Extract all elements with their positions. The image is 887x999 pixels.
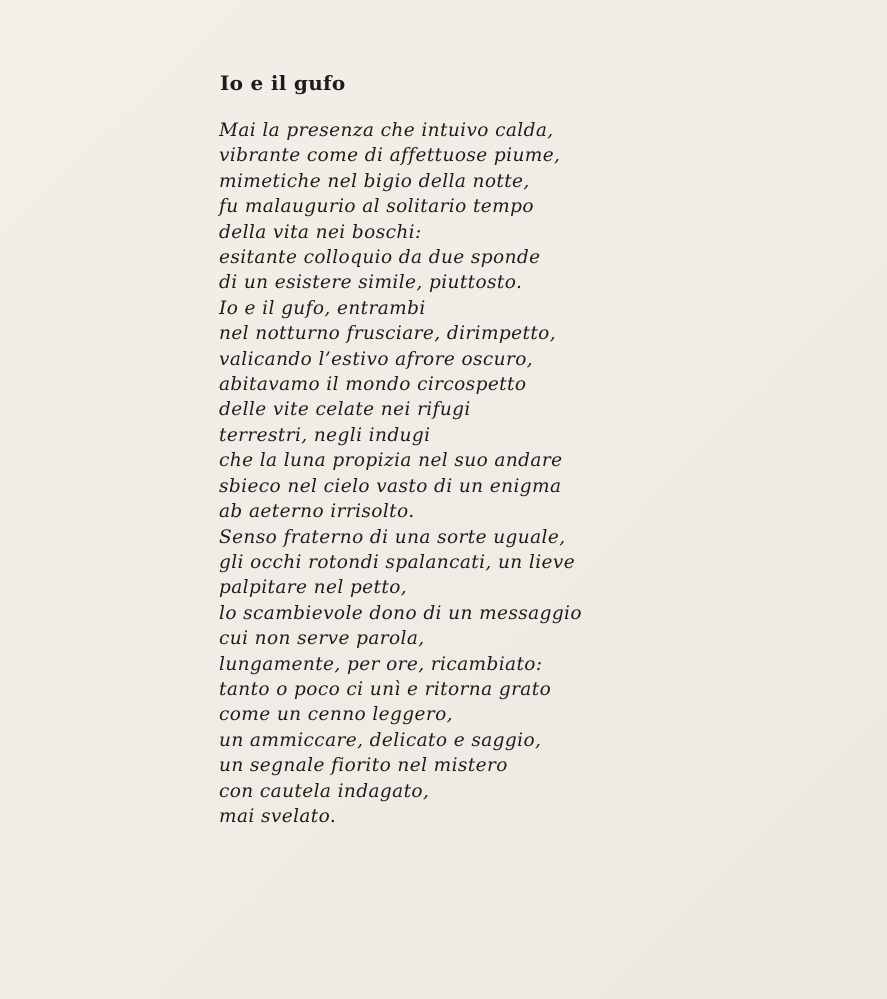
poem-line: delle vite celate nei rifugi [219,399,471,421]
poem-line: di un esistere simile, piuttosto. [219,272,523,294]
poem-line: come un cenno leggero, [219,704,453,726]
poem-line: abitavamo il mondo circospetto [219,374,527,396]
poem-line: mai svelato. [219,805,337,827]
poem-line: ab aeterno irrisolto. [219,501,415,523]
poem-line: tanto o poco ci unì e ritorna grato [219,678,552,700]
poem-title: Io e il gufo [220,71,346,95]
poem-line: che la luna propizia nel suo andare [219,450,563,472]
poem-line: nel notturno frusciare, dirimpetto, [219,323,556,345]
poem-line: terrestri, negli indugi [219,424,431,446]
poem-line: Io e il gufo, entrambi [219,297,426,319]
poem-line: sbieco nel cielo vasto di un enigma [219,475,562,497]
poem-line: valicando l’estivo afrore oscuro, [219,348,534,370]
poem-line: vibrante come di affettuose piume, [219,145,561,167]
poem-line: della vita nei boschi: [219,221,422,243]
poem-line: con cautela indagato, [219,780,430,802]
poem-line: fu malaugurio al solitario tempo [219,196,534,218]
poem-line: un ammiccare, delicato e saggio, [219,729,542,751]
poem-line: gli occhi rotondi spalancati, un lieve [219,551,576,573]
poem-line: cui non serve parola, [219,628,425,650]
poem-line: Senso fraterno di una sorte uguale, [219,526,566,548]
poem-line: lungamente, per ore, ricambiato: [219,653,543,675]
poem-body [219,118,582,829]
poem-line: Mai la presenza che intuivo calda, [219,120,554,141]
poem-line: esitante colloquio da due sponde [219,247,541,269]
poem-line: un segnale fiorito nel mistero [219,755,508,777]
poem-line: palpitare nel petto, [219,577,408,599]
poem-line: lo scambievole dono di un messaggio [219,602,582,624]
poem-line: mimetiche nel bigio della notte, [219,170,530,192]
